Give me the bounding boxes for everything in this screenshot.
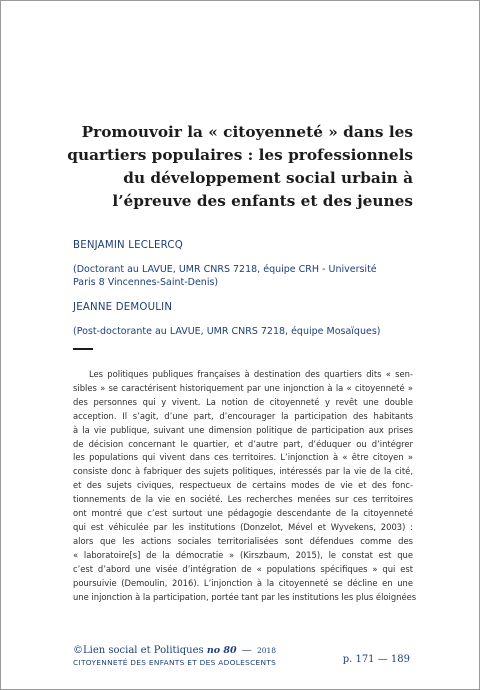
issue-year: 2018 xyxy=(256,646,277,655)
article-title xyxy=(61,121,413,213)
author-list xyxy=(73,239,418,338)
affiliation-line: Paris 8 Vincennes-Saint-Denis) xyxy=(73,277,219,288)
article-body xyxy=(73,368,417,604)
author-block xyxy=(73,239,418,289)
body-line: poursuivie (Demoulin, 2016). L’injonction à la citoyenneté se décline en une xyxy=(73,577,413,588)
body-line: à la vie publique, suivant une dimension politique de participation aux prises xyxy=(73,424,413,435)
author-affiliation xyxy=(73,325,418,338)
journal-name: ©Lien social et Politiques xyxy=(73,645,204,656)
author-name: BENJAMIN LECLERCQ xyxy=(73,240,183,251)
journal-citation xyxy=(73,644,276,657)
author-affiliation xyxy=(73,263,418,289)
body-line: c’est d’abord une visée d’intégration de « populations spécifiques » qui est xyxy=(73,563,413,574)
body-line: acception. Il s’agit, d’une part, d’encourager la participation des habitants xyxy=(73,410,413,421)
issue-separator: — xyxy=(241,645,252,656)
body-line: alors que les actions sociales territorialisées sont défendues comme des xyxy=(73,535,413,546)
body-line: sibles » se caractérisent historiquement par une injonction à la « citoyenneté » xyxy=(73,382,413,393)
body-line: ont montré que c’est surtout une pédagogie descendante de la citoyenneté xyxy=(73,508,413,519)
body-line: et des sujets civiques, respectueux de certains modes de vie et des fonc- xyxy=(73,480,413,491)
author-block xyxy=(73,301,418,338)
page-footer xyxy=(73,644,276,668)
affiliation-line: (Doctorant au LAVUE, UMR CNRS 7218, équipe CRH - Université xyxy=(73,264,377,275)
affiliation-line: (Post-doctorante au LAVUE, UMR CNRS 7218, équipe Mosaïques) xyxy=(73,326,381,337)
title-line: l’épreuve des enfants et des jeunes xyxy=(112,192,413,210)
body-line: des personnes qui y vivent. La notion de citoyenneté y revêt une double xyxy=(73,396,413,407)
issue-title: CITOYENNETÉ DES ENFANTS ET DES ADOLESCENTS xyxy=(73,658,277,667)
body-line: qui est véhiculée par les institutions (Donzelot, Mével et Wyvekens, 2003) : xyxy=(73,521,413,532)
title-line: quartiers populaires : les professionnels xyxy=(67,146,413,164)
section-divider xyxy=(73,348,93,350)
body-line: tionnements de la vie en société. Les recherches menées sur ces territoires xyxy=(73,494,413,505)
title-line: du développement social urbain à xyxy=(123,169,413,187)
title-line: Promouvoir la « citoyenneté » dans les xyxy=(81,123,413,141)
body-line: « laboratoire[s] de la démocratie » (Kirszbaum, 2015), le constat est que xyxy=(73,549,413,560)
body-line: consiste donc à fabriquer des sujets politiques, intéressés par la vie de la cité, xyxy=(73,466,413,477)
page-range: p. 171 — 189 xyxy=(342,654,410,665)
body-line: de décision concernant le quartier, et d’autre part, d’éduquer ou d’intégrer xyxy=(73,438,413,449)
issue-number: no 80 xyxy=(206,645,237,656)
author-name: JEANNE DEMOULIN xyxy=(73,302,173,313)
body-line: une injonction à la participation, portée tant par les institutions les plus éloignées xyxy=(73,591,417,602)
body-line: les populations qui vivent dans ces territoires. L’injonction à « être citoyen » xyxy=(73,452,413,463)
body-line: Les politiques publiques françaises à destination des quartiers dits « sen- xyxy=(89,369,413,379)
